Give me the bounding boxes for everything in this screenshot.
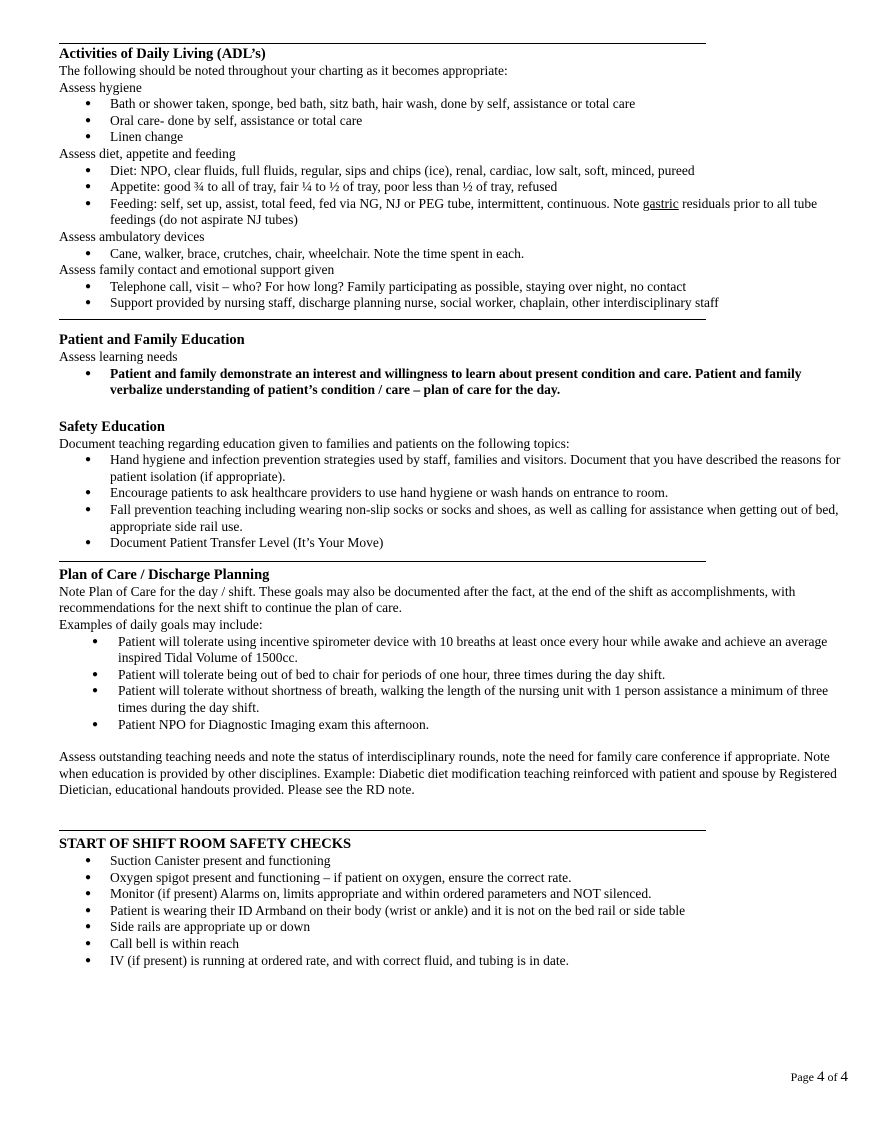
feeding-text-before: Feeding: self, set up, assist, total feed, fed via NG, NJ or PEG tube, intermittent, continuous. Note (110, 195, 643, 211)
total-pages: 4 (840, 1069, 848, 1085)
of-label: of (827, 1070, 838, 1084)
list-item: ● Diet: NPO, clear fluids, full fluids, regular, sips and chips (ice), renal, cardiac, low salt, soft, minced, pureed (59, 163, 854, 180)
section-divider (59, 561, 706, 562)
list-item: ● Encourage patients to ask healthcare providers to use hand hygiene or wash hands on entrance to room. (59, 485, 854, 502)
list-item: ● Patient NPO for Diagnostic Imaging exam this afternoon. (59, 717, 854, 734)
family-list (59, 279, 854, 312)
list-item: ● Fall prevention teaching including wearing non-slip socks or socks and shoes, as well as calling for assistance when getting out of bed, appropriate side rail use. (59, 502, 854, 535)
list-item: ● Oxygen spigot present and functioning – if patient on oxygen, ensure the correct rate. (59, 870, 854, 887)
diet-list (59, 163, 854, 229)
safety-title: Safety Education (59, 418, 165, 435)
ambulatory-list (59, 246, 854, 263)
page-label: Page (790, 1070, 814, 1084)
list-item: ● Bath or shower taken, sponge, bed bath, sitz bath, hair wash, done by self, assistance or total care (59, 96, 854, 113)
page-number (791, 1069, 848, 1086)
document-page (59, 43, 854, 969)
plan-title: Plan of Care / Discharge Planning (59, 566, 270, 583)
checks-title: START OF SHIFT ROOM SAFETY CHECKS (59, 835, 352, 852)
feeding-underlined-word: gastric (642, 195, 679, 211)
list-item: ● Oral care- done by self, assistance or total care (59, 113, 854, 130)
feeding-text-after: residuals prior to all tube feedings (do not aspirate NJ tubes) (110, 195, 818, 228)
plan-closing: Assess outstanding teaching needs and note the status of interdisciplinary rounds, note the need for family care conference if appropriate. Note when education is provided by other disciplines. Example: Diabetic diet modification teaching reinforced with patient and spouse by Registered Dietician, educational handouts provided. Please see the RD note. (59, 749, 837, 798)
hygiene-heading: Assess hygiene (59, 79, 142, 95)
safety-intro: Document teaching regarding education given to families and patients on the following topics: (59, 435, 570, 451)
checks-list (59, 853, 854, 969)
examples-heading: Examples of daily goals may include: (59, 617, 263, 633)
list-item: ● Telephone call, visit – who? For how long? Family participating as possible, staying over night, no contact (59, 279, 854, 296)
current-page: 4 (817, 1069, 825, 1085)
plan-intro: Note Plan of Care for the day / shift. These goals may also be documented after the fact, at the end of the shift as accomplishments, with recommendations for the next shift to continue the plan of care. (59, 583, 796, 616)
safety-list (59, 452, 854, 552)
list-item: ● Patient will tolerate using incentive spirometer device with 10 breaths at least once every hour while awake and achieve an average inspired Tidal Volume of 1500cc. (59, 634, 854, 667)
list-item: ● Patient will tolerate being out of bed to chair for periods of one hour, three times during the day shift. (59, 667, 854, 684)
section-divider (59, 830, 706, 831)
list-item: ● Appetite: good ¾ to all of tray, fair ¼ to ½ of tray, poor less than ½ of tray, refused (59, 179, 854, 196)
list-item: ● Cane, walker, brace, crutches, chair, wheelchair. Note the time spent in each. (59, 246, 854, 263)
list-item: ● Call bell is within reach (59, 936, 854, 953)
education-title: Patient and Family Education (59, 331, 245, 348)
list-item: ● Linen change (59, 129, 854, 146)
list-item: ● Patient is wearing their ID Armband on their body (wrist or ankle) and it is not on the bed rail or side table (59, 903, 854, 920)
list-item-feeding (59, 196, 854, 229)
ambulatory-heading: Assess ambulatory devices (59, 228, 205, 244)
hygiene-list (59, 96, 854, 146)
list-item: ● Monitor (if present) Alarms on, limits appropriate and within ordered parameters and NOT silenced. (59, 886, 854, 903)
list-item: ● Hand hygiene and infection prevention strategies used by staff, families and visitors. Document that you have described the reasons for patient isolation (if appropriate). (59, 452, 854, 485)
list-item: ● Support provided by nursing staff, discharge planning nurse, social worker, chaplain, other interdisciplinary staff (59, 295, 854, 312)
adl-intro: The following should be noted throughout your charting as it becomes appropriate: (59, 63, 508, 78)
list-item: ● Suction Canister present and functioning (59, 853, 854, 870)
adl-title: Activities of Daily Living (ADL’s) (59, 46, 266, 62)
education-list (59, 366, 854, 399)
family-heading: Assess family contact and emotional support given (59, 262, 335, 278)
section-divider (59, 43, 706, 44)
list-item: ● Document Patient Transfer Level (It’s Your Move) (59, 535, 854, 552)
diet-heading: Assess diet, appetite and feeding (59, 145, 236, 161)
section-divider (59, 319, 706, 320)
list-item: ● IV (if present) is running at ordered rate, and with correct fluid, and tubing is in date. (59, 953, 854, 970)
list-item: ● Patient and family demonstrate an interest and willingness to learn about present condition and care. Patient and family verbalize understanding of patient’s condition / care – plan of care for the day. (59, 366, 854, 399)
list-item: ● Patient will tolerate without shortness of breath, walking the length of the nursing unit with 1 person assistance a minimum of three times during the day shift. (59, 683, 854, 716)
list-item: ● Side rails are appropriate up or down (59, 919, 854, 936)
learning-heading: Assess learning needs (59, 348, 178, 364)
goals-list (59, 634, 854, 734)
